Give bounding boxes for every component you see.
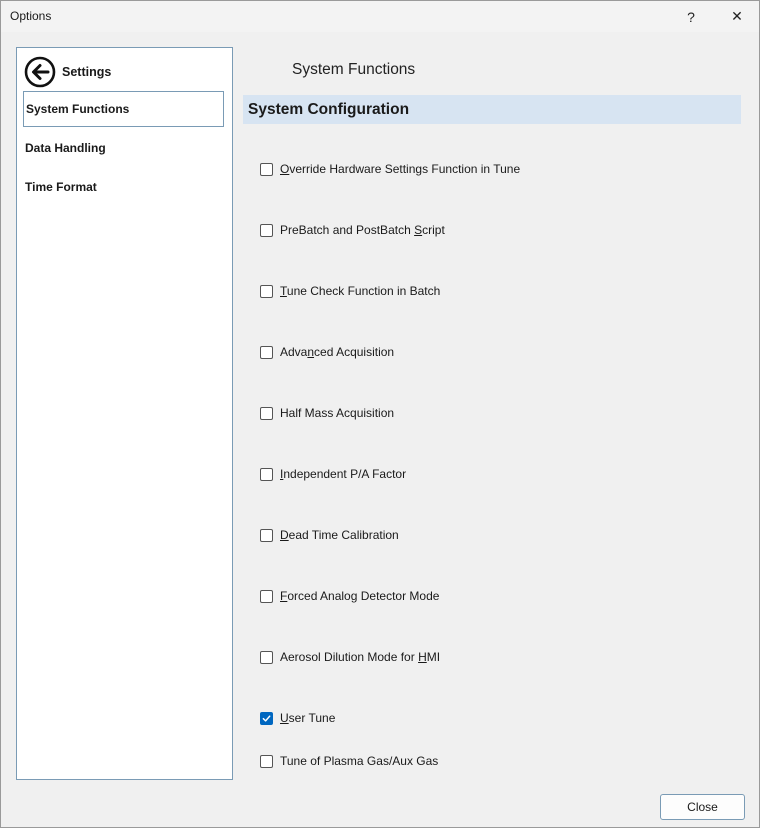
sidebar-item-label: System Functions <box>26 102 130 116</box>
sidebar-item-label: Time Format <box>25 180 97 194</box>
option-checkbox[interactable] <box>260 163 273 176</box>
page-title: System Functions <box>292 61 416 78</box>
option-checkbox[interactable] <box>260 468 273 481</box>
close-icon: ✕ <box>731 8 743 24</box>
option-label: Tune Check Function in Batch <box>280 284 441 298</box>
option-row[interactable] <box>260 587 439 605</box>
back-button[interactable] <box>24 56 111 88</box>
close-button[interactable] <box>660 794 745 820</box>
help-button[interactable] <box>669 1 713 32</box>
option-row[interactable] <box>260 709 335 727</box>
option-label: Half Mass Acquisition <box>280 406 395 420</box>
option-label: Tune of Plasma Gas/Aux Gas <box>280 754 439 768</box>
option-label: Dead Time Calibration <box>280 528 399 542</box>
option-label: User Tune <box>280 711 336 725</box>
option-checkbox[interactable] <box>260 712 273 725</box>
section-header <box>243 95 741 124</box>
section-title: System Configuration <box>248 100 410 118</box>
back-label: Settings <box>62 65 112 79</box>
option-checkbox[interactable] <box>260 590 273 603</box>
close-window-button[interactable] <box>715 1 759 32</box>
option-checkbox[interactable] <box>260 285 273 298</box>
option-checkbox[interactable] <box>260 651 273 664</box>
option-label: Aerosol Dilution Mode for HMI <box>280 650 441 664</box>
option-checkbox[interactable] <box>260 224 273 237</box>
checkmark-icon <box>262 714 271 723</box>
option-row[interactable] <box>260 343 394 361</box>
option-label: Independent P/A Factor <box>280 467 407 481</box>
settings-sidebar <box>16 47 233 780</box>
option-row[interactable] <box>260 282 440 300</box>
help-icon: ? <box>687 8 695 25</box>
option-checkbox[interactable] <box>260 346 273 359</box>
option-row[interactable] <box>260 752 438 770</box>
option-row[interactable] <box>260 526 399 544</box>
option-checkbox[interactable] <box>260 529 273 542</box>
option-label: Override Hardware Settings Function in Tune <box>280 162 521 176</box>
close-button-label: Close <box>687 800 718 814</box>
window-title: Options <box>10 9 52 23</box>
main-content <box>243 47 743 787</box>
sidebar-item-data-handling[interactable] <box>23 130 224 166</box>
option-checkbox[interactable] <box>260 407 273 420</box>
title-bar <box>1 1 759 32</box>
option-label: Advanced Acquisition <box>280 345 395 359</box>
option-row[interactable] <box>260 465 406 483</box>
option-row[interactable] <box>260 404 394 422</box>
back-arrow-icon <box>24 56 56 88</box>
sidebar-item-time-format[interactable] <box>23 169 224 205</box>
option-checkbox[interactable] <box>260 755 273 768</box>
sidebar-item-system-functions[interactable] <box>23 91 224 127</box>
option-row[interactable] <box>260 221 445 239</box>
option-label: Forced Analog Detector Mode <box>280 589 440 603</box>
option-row[interactable] <box>260 160 520 178</box>
option-row[interactable] <box>260 648 440 666</box>
option-label: PreBatch and PostBatch Script <box>280 223 445 237</box>
sidebar-item-label: Data Handling <box>25 141 106 155</box>
